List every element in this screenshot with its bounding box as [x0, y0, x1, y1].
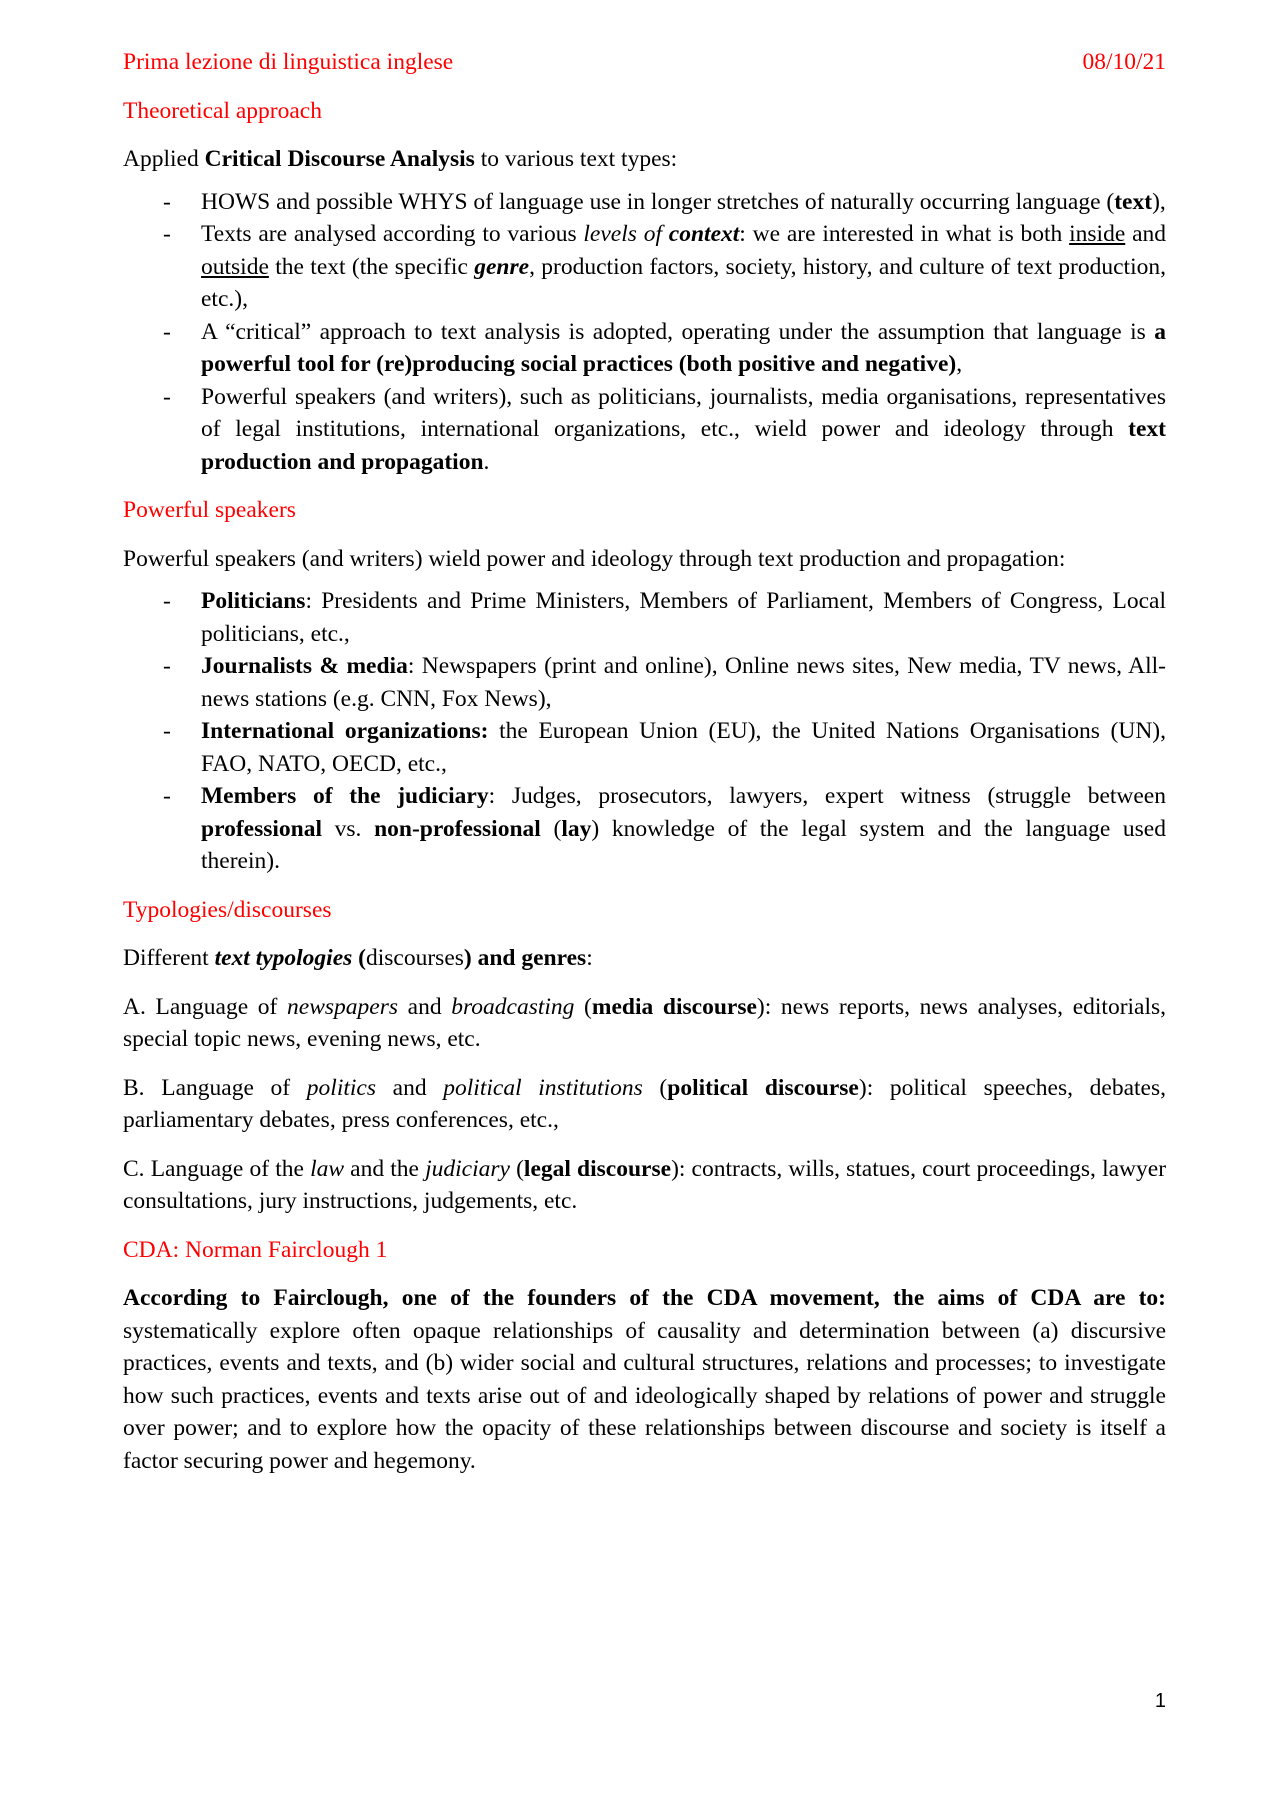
typology-c: C. Language of the law and the judiciary (legal discourse): contracts, wills, statues, court proceedings, lawyer consultations, jury instructions, judgements, etc. [123, 1155, 1167, 1214]
list-item: - HOWS and possible WHYS of language use in longer stretches of naturally occurring language (text), [163, 188, 1166, 215]
list-item: - Powerful speakers (and writers), such as politicians, journalists, media organisations, representatives of legal institutions, international organizations, etc., wield power and ideology through text production and propagation. [163, 383, 1166, 475]
list-item: - International organizations: the European Union (EU), the United Nations Organisations (UN), FAO, NATO, OECD, etc., [163, 718, 1166, 777]
section-heading-typologies: Typologies/discourses [123, 896, 332, 923]
list-item: - Politicians: Presidents and Prime Ministers, Members of Parliament, Members of Congress, Local politicians, etc., [163, 588, 1166, 647]
theoretical-list [123, 186, 1166, 479]
section-heading-theoretical: Theoretical approach [123, 97, 322, 124]
cda-paragraph: According to Fairclough, one of the founders of the CDA movement, the aims of CDA are to: systematically explore often opaque relationships of causality and determination between (a) discursive practices, events and texts, and (b) wider social and cultural structures, relations and processes; to investigate how such practices, events and texts arise out of and ideologically shaped by relations of power and struggle over power; and to explore how the opacity of these relationships between discourse and society is itself a factor securing power and hegemony. [123, 1285, 1166, 1474]
page-header [123, 46, 1166, 79]
list-item: - Journalists & media: Newspapers (print and online), Online news sites, New media, TV news, All-news stations (e.g. CNN, Fox News), [163, 653, 1166, 712]
powerful-intro: Powerful speakers (and writers) wield power and ideology through text production and propagation: [123, 545, 1066, 572]
powerful-list [123, 585, 1166, 878]
typology-a: A. Language of newspapers and broadcasting (media discourse): news reports, news analyses, editorials, special topic news, evening news, etc. [123, 993, 1167, 1052]
document-page [123, 46, 1166, 1477]
section-heading-powerful-speakers: Powerful speakers [123, 497, 296, 523]
document-title: Prima lezione di linguistica inglese [123, 49, 454, 75]
page-number: 1 [1154, 1690, 1166, 1712]
document-date: 08/10/21 [1082, 49, 1166, 75]
list-item: - A “critical” approach to text analysis is adopted, operating under the assumption that language is a powerful tool for (re)producing social practices (both positive and negative), [163, 318, 1166, 377]
list-item: - Members of the judiciary: Judges, prosecutors, lawyers, expert witness (struggle between professional vs. non-professional (lay) knowledge of the legal system and the language used therein). [163, 783, 1166, 874]
typologies-intro: Different text typologies (discourses) and genres: [123, 945, 593, 971]
list-item: - Texts are analysed according to various levels of context: we are interested in what is both inside and outside the text (the specific genre, production factors, society, history, and culture of text production, etc.), [163, 221, 1167, 312]
section-heading-cda: CDA: Norman Fairclough 1 [123, 1236, 388, 1263]
typology-b: B. Language of politics and political institutions (political discourse): political speeches, debates, parliamentary debates, press conferences, etc., [123, 1074, 1166, 1133]
theoretical-intro: Applied Critical Discourse Analysis to various text types: [123, 146, 678, 172]
